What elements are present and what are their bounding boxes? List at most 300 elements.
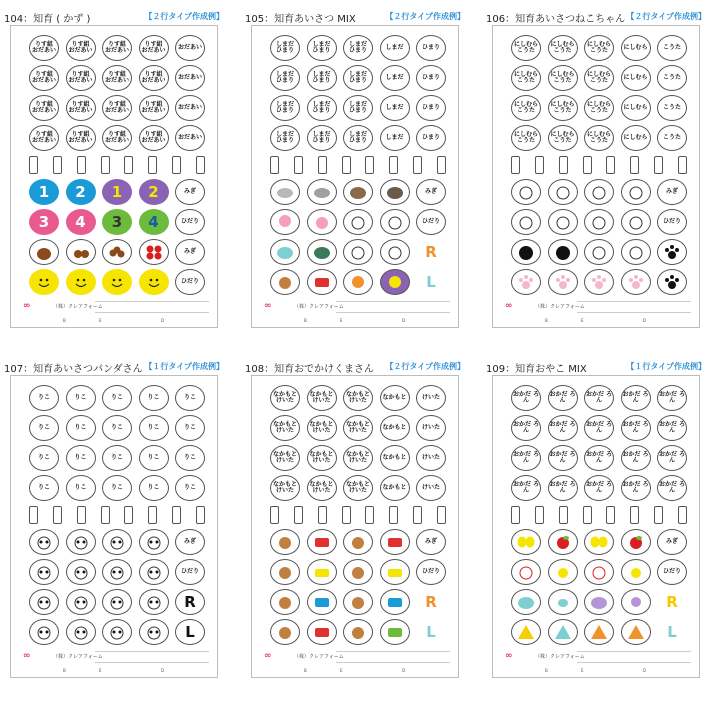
frog-icon xyxy=(511,589,541,615)
small-tag xyxy=(342,156,351,174)
name-sticker: おかだ ろん xyxy=(657,475,687,501)
direction-sticker: みぎ xyxy=(416,529,446,555)
name-sticker: にしむら こうた xyxy=(548,95,578,121)
bus-icon xyxy=(307,269,337,295)
name-sticker: おかだ ろん xyxy=(548,445,578,471)
small-tag xyxy=(389,156,398,174)
bed-label: D xyxy=(161,668,165,673)
name-sticker: りす組 おだあい xyxy=(66,95,96,121)
name-sticker: りこ xyxy=(66,385,96,411)
name-sticker: こうた xyxy=(657,125,687,151)
sun-icon xyxy=(343,269,373,295)
bed-label: E xyxy=(340,318,343,323)
paw-icon xyxy=(584,269,614,295)
name-sticker: しまだ ひまり xyxy=(270,35,300,61)
name-sticker: おだあい xyxy=(175,95,205,121)
name-sticker: りこ xyxy=(139,445,169,471)
left-letter: L xyxy=(175,619,205,645)
name-sticker: りす組 おだあい xyxy=(102,65,132,91)
name-sticker: けいた xyxy=(416,415,446,441)
cat-icon xyxy=(548,209,578,235)
name-sticker: しまだ xyxy=(380,35,410,61)
brand-logo-icon: ∞ xyxy=(505,301,513,311)
sticker-grid xyxy=(511,34,687,298)
moon-icon xyxy=(380,269,410,295)
brand-name: （株）クレアフォーム xyxy=(535,304,585,310)
left-letter: L xyxy=(426,622,436,641)
name-sticker: にしむら こうた xyxy=(511,35,541,61)
small-tag xyxy=(270,156,279,174)
bed-label: D xyxy=(643,668,647,673)
apple-icon xyxy=(621,529,651,555)
name-sticker: りこ xyxy=(175,415,205,441)
panel-header xyxy=(245,8,465,24)
small-tag xyxy=(437,156,446,174)
name-sticker: にしむら こうた xyxy=(548,35,578,61)
name-sticker: おだあい xyxy=(175,65,205,91)
panel-tag: 【１行タイプ作成例】 xyxy=(626,362,706,371)
name-sticker: りこ xyxy=(66,415,96,441)
small-tag xyxy=(77,156,86,174)
small-tag xyxy=(29,156,38,174)
triangle-icon xyxy=(548,619,578,645)
name-sticker: にしむら こうた xyxy=(548,65,578,91)
name-sticker: おかだ ろん xyxy=(621,415,651,441)
name-sticker: りこ xyxy=(102,445,132,471)
frog-icon xyxy=(584,589,614,615)
name-sticker: なかもと けいた xyxy=(307,445,337,471)
panda-icon xyxy=(29,559,59,585)
name-sticker: なかもと けいた xyxy=(343,415,373,441)
name-sticker: しまだ ひまり xyxy=(307,65,337,91)
name-sticker: にしむら こうた xyxy=(548,125,578,151)
footer-info xyxy=(336,301,450,313)
name-sticker: りす組 おだあい xyxy=(29,35,59,61)
name-sticker: りす組 おだあい xyxy=(102,95,132,121)
bed-label: B xyxy=(545,668,548,673)
name-sticker: しまだ ひまり xyxy=(343,95,373,121)
name-sticker: りす組 おだあい xyxy=(29,125,59,151)
small-tag xyxy=(511,506,520,524)
name-sticker: おかだ ろん xyxy=(548,415,578,441)
hen-icon xyxy=(511,559,541,585)
name-sticker: しまだ ひまり xyxy=(307,95,337,121)
small-tag xyxy=(413,506,422,524)
number-sticker: 4 xyxy=(139,209,169,235)
name-sticker: おかだ ろん xyxy=(511,475,541,501)
cat-icon xyxy=(621,179,651,205)
panel-title: 108：知育おでかけくまさん xyxy=(245,364,374,375)
small-tag xyxy=(77,506,86,524)
whale-icon xyxy=(270,179,300,205)
panda-icon xyxy=(66,529,96,555)
fish-icon xyxy=(548,589,578,615)
name-sticker: こうた xyxy=(657,95,687,121)
cat-icon xyxy=(621,239,651,265)
name-sticker: おかだ ろん xyxy=(584,415,614,441)
sticker-grid xyxy=(29,34,205,298)
panel-header xyxy=(4,358,224,374)
panel-title: 105：知育あいさつ MIX xyxy=(245,14,356,25)
name-sticker: りこ xyxy=(29,415,59,441)
brand-name: （株）クレアフォーム xyxy=(294,654,344,660)
cat-icon xyxy=(584,209,614,235)
bed-label: D xyxy=(402,318,406,323)
name-sticker: なかもと けいた xyxy=(343,475,373,501)
bear-icon xyxy=(270,589,300,615)
name-sticker: にしむら xyxy=(621,65,651,91)
sticker-grid xyxy=(511,384,687,648)
cat-icon xyxy=(621,209,651,235)
name-sticker: りこ xyxy=(139,415,169,441)
whale-icon xyxy=(307,179,337,205)
footer-info xyxy=(95,301,209,313)
name-sticker: なかもと けいた xyxy=(343,445,373,471)
small-tag xyxy=(413,156,422,174)
right-letter: R xyxy=(425,592,437,611)
name-sticker: なかもと けいた xyxy=(307,385,337,411)
number-sticker: 3 xyxy=(29,209,59,235)
turtle-icon xyxy=(270,239,300,265)
name-sticker: にしむら こうた xyxy=(511,95,541,121)
name-sticker: りこ xyxy=(29,445,59,471)
name-sticker: にしむら xyxy=(621,35,651,61)
small-tag xyxy=(53,156,62,174)
cat-icon xyxy=(511,209,541,235)
small-tag xyxy=(318,506,327,524)
sticker-sheet xyxy=(492,375,700,678)
name-sticker: しまだ ひまり xyxy=(307,35,337,61)
cat-icon xyxy=(584,179,614,205)
triangle-icon xyxy=(584,619,614,645)
bus-icon xyxy=(307,529,337,555)
small-tag xyxy=(365,506,374,524)
bed-label: E xyxy=(99,668,102,673)
acorn-icon xyxy=(66,239,96,265)
name-sticker: りこ xyxy=(66,475,96,501)
bed-label: E xyxy=(581,318,584,323)
name-sticker: なかもと けいた xyxy=(307,415,337,441)
small-tag xyxy=(630,506,639,524)
name-sticker: なかもと けいた xyxy=(270,475,300,501)
small-tag xyxy=(583,156,592,174)
name-sticker: ひまり xyxy=(416,95,446,121)
brand-logo-icon: ∞ xyxy=(23,301,31,311)
footer-info xyxy=(336,651,450,663)
sheet-footer xyxy=(23,301,209,313)
apple-icon xyxy=(548,529,578,555)
small-tag xyxy=(124,156,133,174)
small-tag xyxy=(318,156,327,174)
sticker-grid xyxy=(29,384,205,648)
small-tag xyxy=(511,156,520,174)
brand-name: （株）クレアフォーム xyxy=(53,304,103,310)
bus-icon xyxy=(380,619,410,645)
name-sticker: にしむら こうた xyxy=(584,125,614,151)
direction-sticker: みぎ xyxy=(657,179,687,205)
panda-icon xyxy=(139,589,169,615)
direction-sticker: ひだり xyxy=(175,269,205,295)
triangle-icon xyxy=(621,619,651,645)
sheet-footer xyxy=(264,651,450,663)
name-sticker: しまだ ひまり xyxy=(343,35,373,61)
cat-icon xyxy=(584,239,614,265)
name-sticker: りこ xyxy=(139,475,169,501)
name-sticker: ひまり xyxy=(416,35,446,61)
panda-icon xyxy=(29,589,59,615)
name-sticker: りす組 おだあい xyxy=(102,35,132,61)
panel-title: 106：知育あいさつねこちゃん xyxy=(486,14,626,25)
brand-name: （株）クレアフォーム xyxy=(294,304,344,310)
panel-title: 107：知育あいさつパンダさん xyxy=(4,364,143,375)
name-sticker: おかだ ろん xyxy=(548,385,578,411)
panda-icon xyxy=(66,589,96,615)
name-sticker: りす組 おだあい xyxy=(66,65,96,91)
hen-icon xyxy=(584,559,614,585)
name-sticker: しまだ ひまり xyxy=(270,125,300,151)
number-sticker: 1 xyxy=(29,179,59,205)
name-sticker: りす組 おだあい xyxy=(139,35,169,61)
name-sticker: りこ xyxy=(102,415,132,441)
paw-icon xyxy=(548,269,578,295)
name-sticker: なかもと けいた xyxy=(270,385,300,411)
bus-icon xyxy=(380,529,410,555)
bed-label: E xyxy=(581,668,584,673)
name-sticker: なかもと xyxy=(380,475,410,501)
direction-sticker: みぎ xyxy=(175,529,205,555)
brand-name: （株）クレアフォーム xyxy=(535,654,585,660)
name-sticker: りす組 おだあい xyxy=(66,35,96,61)
name-sticker: ひまり xyxy=(416,125,446,151)
name-sticker: けいた xyxy=(416,385,446,411)
bear-icon xyxy=(270,559,300,585)
brand-logo-icon: ∞ xyxy=(264,651,272,661)
black-cat-icon xyxy=(511,239,541,265)
name-sticker: しまだ xyxy=(380,125,410,151)
panda-icon xyxy=(139,619,169,645)
name-sticker: なかもと xyxy=(380,445,410,471)
name-sticker: しまだ ひまり xyxy=(270,65,300,91)
panel-title: 104：知育 ( かず ) xyxy=(4,14,91,25)
cat-icon xyxy=(380,209,410,235)
brand-name: （株）クレアフォーム xyxy=(53,654,103,660)
name-sticker: りす組 おだあい xyxy=(139,125,169,151)
acorn-icon xyxy=(29,239,59,265)
name-sticker: おかだ ろん xyxy=(621,445,651,471)
panda-icon xyxy=(139,529,169,555)
name-sticker: りす組 おだあい xyxy=(102,125,132,151)
bed-label: E xyxy=(340,668,343,673)
triangle-icon xyxy=(511,619,541,645)
direction-sticker: ひだり xyxy=(416,209,446,235)
name-sticker: にしむら こうた xyxy=(584,65,614,91)
name-sticker: けいた xyxy=(416,475,446,501)
name-sticker: りこ xyxy=(175,385,205,411)
small-tag xyxy=(101,506,110,524)
name-sticker: おかだ ろん xyxy=(657,445,687,471)
sticker-sheet xyxy=(10,375,218,678)
panda-icon xyxy=(102,619,132,645)
right-letter: R xyxy=(175,589,205,615)
small-tag xyxy=(124,506,133,524)
sheet-footer xyxy=(23,651,209,663)
bed-label: D xyxy=(402,668,406,673)
panda-icon xyxy=(102,559,132,585)
sticker-sheet xyxy=(251,25,459,328)
name-sticker: おかだ ろん xyxy=(621,385,651,411)
name-sticker: にしむら こうた xyxy=(511,125,541,151)
smiley-icon xyxy=(102,269,132,295)
name-sticker: にしむら こうた xyxy=(584,95,614,121)
direction-sticker: ひだり xyxy=(657,209,687,235)
balloon-icon xyxy=(621,589,651,615)
car-icon xyxy=(380,559,410,585)
smiley-icon xyxy=(139,269,169,295)
panel-header xyxy=(4,8,224,24)
panel-tag: 【１行タイプ作成例】 xyxy=(144,362,224,371)
small-tag xyxy=(606,506,615,524)
chick-icon xyxy=(548,559,578,585)
name-sticker: りこ xyxy=(139,385,169,411)
name-sticker: りこ xyxy=(102,385,132,411)
name-sticker: にしむら こうた xyxy=(584,35,614,61)
name-sticker: なかもと xyxy=(380,415,410,441)
name-sticker: こうた xyxy=(657,35,687,61)
direction-sticker: みぎ xyxy=(657,529,687,555)
small-tag xyxy=(535,156,544,174)
black-cat-icon xyxy=(548,239,578,265)
direction-sticker: みぎ xyxy=(175,239,205,265)
sticker-grid xyxy=(270,34,446,298)
panel-header xyxy=(486,358,706,374)
bear-icon xyxy=(343,559,373,585)
right-letter: R xyxy=(425,242,437,261)
sticker-sheet xyxy=(251,375,459,678)
hedgehog-icon xyxy=(343,179,373,205)
bed-label: D xyxy=(643,318,647,323)
small-tag xyxy=(437,506,446,524)
small-tag xyxy=(196,506,205,524)
bus-icon xyxy=(380,589,410,615)
small-tag xyxy=(365,156,374,174)
name-sticker: しまだ ひまり xyxy=(307,125,337,151)
car-icon xyxy=(307,559,337,585)
name-sticker: おかだ ろん xyxy=(511,415,541,441)
right-letter: R xyxy=(666,592,678,611)
cat-icon xyxy=(548,179,578,205)
bear-icon xyxy=(343,589,373,615)
name-sticker: おかだ ろん xyxy=(584,385,614,411)
paw-icon xyxy=(511,269,541,295)
bus-icon xyxy=(307,619,337,645)
direction-sticker: ひだり xyxy=(657,559,687,585)
small-tag xyxy=(270,506,279,524)
name-sticker: おかだ ろん xyxy=(621,475,651,501)
footer-info xyxy=(95,651,209,663)
name-sticker: なかもと けいた xyxy=(270,415,300,441)
panda-icon xyxy=(343,239,373,265)
panda-icon xyxy=(380,239,410,265)
direction-sticker: ひだり xyxy=(416,559,446,585)
bed-label: E xyxy=(99,318,102,323)
name-sticker: りこ xyxy=(66,445,96,471)
name-sticker: なかもと けいた xyxy=(307,475,337,501)
paw-icon xyxy=(657,269,687,295)
name-sticker: りこ xyxy=(175,445,205,471)
panel-tag: 【２行タイプ作成例】 xyxy=(626,12,706,21)
name-sticker: おかだ ろん xyxy=(584,445,614,471)
name-sticker: しまだ xyxy=(380,95,410,121)
octopus-icon xyxy=(270,209,300,235)
bed-label: B xyxy=(63,318,66,323)
small-tag xyxy=(101,156,110,174)
small-tag xyxy=(654,156,663,174)
panda-icon xyxy=(102,589,132,615)
paw-icon xyxy=(621,269,651,295)
name-sticker: けいた xyxy=(416,445,446,471)
small-tag xyxy=(148,506,157,524)
name-sticker: りこ xyxy=(102,475,132,501)
left-letter: L xyxy=(426,272,436,291)
sticker-grid xyxy=(270,384,446,648)
bear-icon xyxy=(270,529,300,555)
name-sticker: りこ xyxy=(175,475,205,501)
bed-label: B xyxy=(304,668,307,673)
small-tag xyxy=(53,506,62,524)
number-sticker: 1 xyxy=(102,179,132,205)
name-sticker: りす組 おだあい xyxy=(29,65,59,91)
panel-header xyxy=(486,8,706,24)
small-tag xyxy=(29,506,38,524)
bed-label: D xyxy=(161,318,165,323)
paw-icon xyxy=(657,239,687,265)
bed-label: B xyxy=(304,318,307,323)
name-sticker: にしむら こうた xyxy=(511,65,541,91)
direction-sticker: みぎ xyxy=(175,179,205,205)
name-sticker: りす組 おだあい xyxy=(139,95,169,121)
name-sticker: ひまり xyxy=(416,65,446,91)
footer-info xyxy=(577,651,691,663)
panda-icon xyxy=(29,529,59,555)
bear-icon xyxy=(343,529,373,555)
name-sticker: おかだ ろん xyxy=(657,385,687,411)
name-sticker: にしむら xyxy=(621,125,651,151)
brand-logo-icon: ∞ xyxy=(264,301,272,311)
small-tag xyxy=(294,506,303,524)
small-tag xyxy=(535,506,544,524)
panda-icon xyxy=(66,559,96,585)
direction-sticker: みぎ xyxy=(416,179,446,205)
number-sticker: 4 xyxy=(66,209,96,235)
name-sticker: なかもと けいた xyxy=(343,385,373,411)
hedgehog-icon xyxy=(380,179,410,205)
cat-icon xyxy=(511,179,541,205)
small-tag xyxy=(678,506,687,524)
small-tag xyxy=(294,156,303,174)
small-tag xyxy=(606,156,615,174)
sheet-footer xyxy=(264,301,450,313)
name-sticker: りこ xyxy=(29,385,59,411)
bed-label: B xyxy=(63,668,66,673)
turtle-icon xyxy=(307,239,337,265)
name-sticker: おだあい xyxy=(175,35,205,61)
number-sticker: 2 xyxy=(66,179,96,205)
direction-sticker: ひだり xyxy=(175,209,205,235)
small-tag xyxy=(583,506,592,524)
butterfly-icon xyxy=(584,529,614,555)
bus-icon xyxy=(307,589,337,615)
name-sticker: りこ xyxy=(29,475,59,501)
